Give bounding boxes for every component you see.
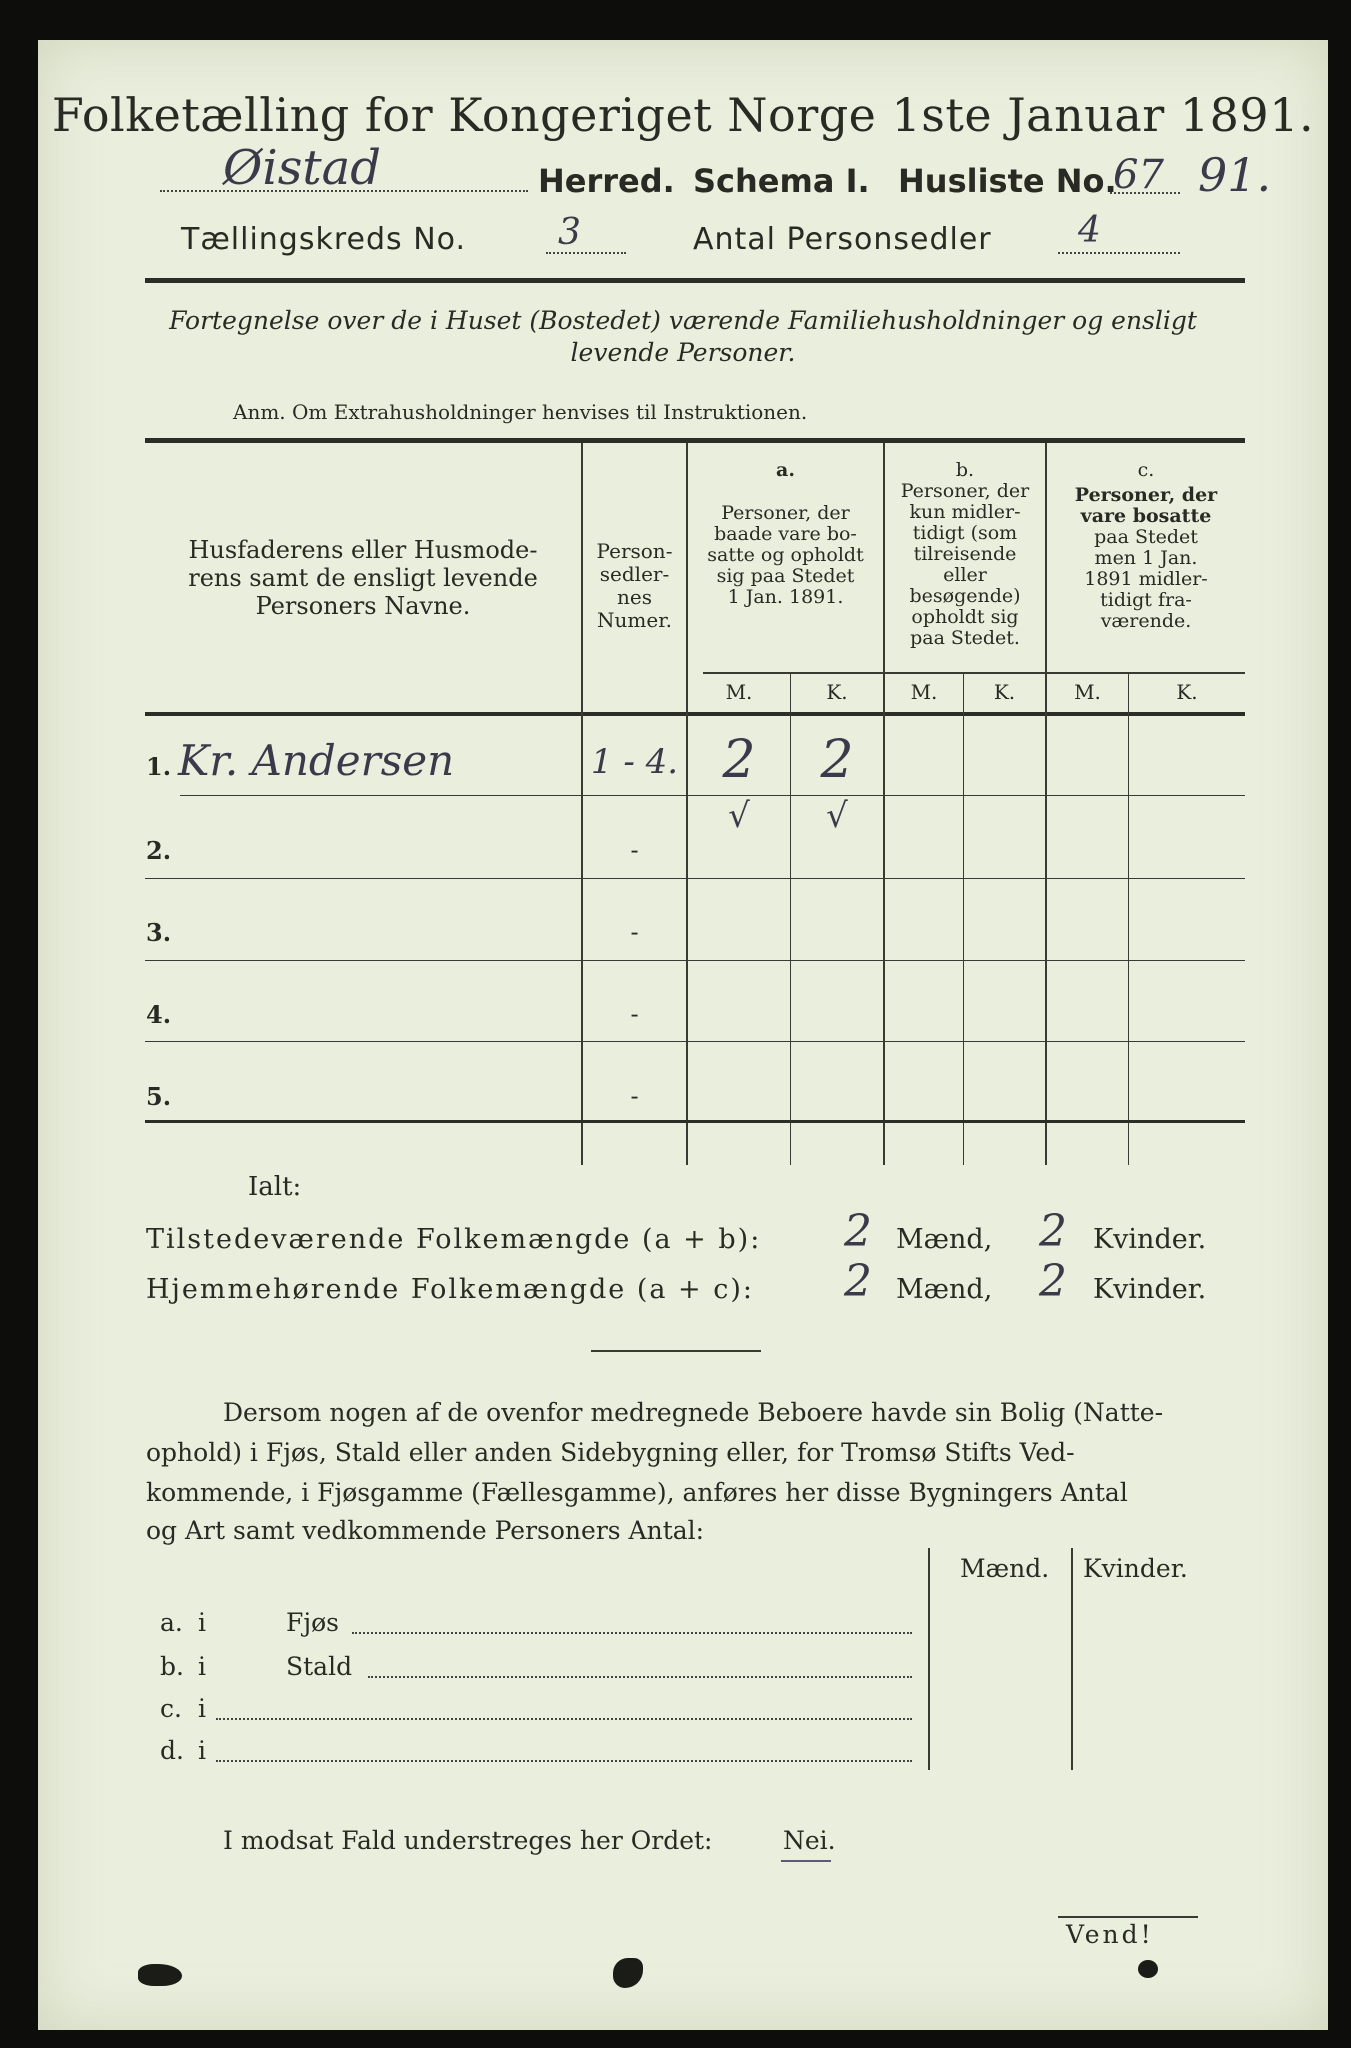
hjem-m-value: 2 [844,1256,872,1307]
table-header-bottom-rule [145,712,1245,716]
bolig-item-a-label: Fjøs [286,1608,339,1637]
row-5-number: 5. [146,1082,172,1111]
col-header-c-l7: værende. [1100,610,1192,632]
bolig-item-d-i: i [198,1736,206,1765]
row-4-number: 4. [146,1000,172,1029]
tilst-kvinder-label: Kvinder. [1093,1224,1207,1255]
col-line-c-mk [1128,674,1129,1165]
mk-b-m: M. [910,680,938,704]
col-header-a-l1: Personer, der [721,502,850,524]
bolig-item-b-label: Stald [286,1652,353,1681]
tilst-k-value: 2 [1039,1206,1067,1257]
col-header-b-letter: b. [955,459,975,481]
instruction-note: Anm. Om Extrahusholdninger henvises til Instruktionen. [233,400,808,424]
intro-line-2: levende Personer. [570,338,796,367]
ink-blot-center [613,1958,643,1988]
col-header-c-l3: paa Stedet [1094,526,1198,548]
form-title: Folketælling for Kongeriget Norge 1ste Januar 1891. [51,88,1315,142]
bolig-line-3: kommende, i Fjøsgamme (Fællesgamme), anføres her disse Bygningers Antal [146,1478,1128,1507]
col-header-a-l3: satte og opholdt [707,544,864,566]
col-header-a-l4: sig paa Stedet [716,565,855,587]
bolig-item-a-letter: a. [160,1608,183,1637]
bolig-line-1: Dersom nogen af de ovenfor medregnede Beboere havde sin Bolig (Natte- [223,1398,1164,1427]
col-header-c-l1: Personer, der [1074,484,1218,506]
bolig-item-c-i: i [198,1694,206,1723]
col-header-a [688,460,883,608]
nei-underline [781,1860,831,1862]
col-header-c-l4: men 1 Jan. [1094,547,1198,569]
bolig-line-2: ophold) i Fjøs, Stald eller anden Sidebygning eller, for Tromsø Stifts Ved- [146,1438,1075,1467]
bolig-item-b-dots [368,1676,912,1678]
ink-blot-left [138,1964,182,1986]
col-header-c-l5: 1891 midler- [1084,568,1208,590]
col-header-b-l1: Personer, der [900,480,1030,502]
row-2-num: - [630,836,639,864]
bolig-item-a-dots [352,1632,912,1634]
col-header-c-l6: tidigt fra- [1100,589,1192,611]
census-form-page [38,40,1328,2030]
col-header-b-l7: opholdt sig [911,606,1019,628]
bolig-col-kvinder: Kvinder. [1083,1554,1188,1583]
row-3-num: - [630,918,639,946]
antal-dotted-line [1058,252,1180,254]
col-header-num-l3: nes [617,585,652,609]
col-header-c-l2: vare bosatte [1080,505,1212,527]
herred-value: Øistad [223,140,381,196]
bolig-item-a-i: i [198,1608,206,1637]
col-header-a-letter: a. [776,459,795,481]
row-1-number: 1. [146,752,172,781]
nei-sentence: I modsat Fald understreges her Ordet: [223,1826,713,1855]
row-1-check-m: √ [728,796,750,836]
bolig-col-line-1 [928,1548,930,1770]
row-5-num: - [630,1082,639,1110]
bolig-item-b-i: i [198,1652,206,1681]
row-1-a-k: 2 [820,730,854,790]
mk-b-k: K. [993,680,1016,704]
bolig-item-c-dots [216,1718,912,1720]
row-2-line [145,878,1245,879]
col-header-a-l2: baade vare bo- [714,523,857,545]
vend-label: Vend! [1066,1920,1154,1949]
row-4-num: - [630,1000,639,1028]
hjem-maend-label: Mænd, [896,1274,993,1305]
row-1-name: Kr. Andersen [178,736,455,785]
antal-value: 4 [1078,210,1101,251]
col-header-b-l6: besøgende) [909,585,1021,607]
bolig-col-line-2 [1071,1548,1073,1770]
col-header-b-l8: paa Stedet. [910,627,1020,649]
husliste-value: 67 [1113,152,1164,198]
kreds-value: 3 [558,212,581,253]
col-header-name-l3: Personers Navne. [255,592,471,620]
mk-header-rule [703,672,1245,674]
tilst-maend-label: Mænd, [896,1224,993,1255]
kreds-label: Tællingskreds No. [181,222,466,257]
col-header-b-l4: tilreisende [913,543,1017,565]
tilst-m-value: 2 [844,1206,872,1257]
col-header-b [885,460,1045,649]
col-header-b-l2: kun midler- [909,501,1021,523]
row-4-line [145,1041,1245,1042]
row-3-number: 3. [146,918,172,947]
bolig-item-b-letter: b. [160,1652,184,1681]
bolig-item-d-letter: d. [160,1736,184,1765]
col-header-num-l4: Numer. [597,608,672,632]
col-header-a-l5: 1 Jan. 1891. [727,586,844,608]
row-2-number: 2. [146,836,172,865]
mk-c-k: K. [1176,680,1198,704]
col-header-c-letter: c. [1137,459,1155,481]
husliste-extra: 91. [1198,148,1272,202]
hjem-k-value: 2 [1039,1256,1067,1307]
col-header-b-l3: tidigt (som [912,522,1018,544]
col-header-b-l5: eller [943,564,987,586]
antal-label: Antal Personsedler [693,222,992,257]
row-1-a-m: 2 [722,730,756,790]
row-1-line [180,795,1245,796]
husliste-label: Husliste No. [898,162,1117,200]
col-line-b-mk [963,674,964,1165]
col-header-num-l1: Person- [596,539,673,563]
bolig-item-d-dots [216,1760,912,1762]
separator-rule [591,1350,761,1352]
col-header-name-l2: rens samt de ensligt levende [188,564,538,592]
vend-rule [1058,1916,1198,1918]
table-bottom-rule [145,1120,1245,1123]
nei-word: Nei. [783,1826,836,1855]
row-1-check-k: √ [826,796,848,836]
tilst-label: Tilstedeværende Folkemængde (a + b): [146,1224,762,1255]
col-header-num-l2: sedler- [599,562,670,586]
herred-label: Herred. [538,162,675,200]
hjem-label: Hjemmehørende Folkemængde (a + c): [146,1274,754,1305]
row-3-line [145,960,1245,961]
hjem-kvinder-label: Kvinder. [1093,1274,1207,1305]
bolig-col-maend: Mænd. [960,1554,1050,1583]
mk-a-k: K. [826,680,848,704]
header-rule [145,278,1245,283]
intro-line-1: Fortegnelse over de i Huset (Bostedet) værende Familiehusholdninger og ensligt [169,306,1197,335]
bolig-line-4: og Art samt vedkommende Personers Antal: [146,1516,705,1545]
col-header-c [1047,460,1245,632]
col-header-name [145,536,581,620]
mk-c-m: M. [1074,680,1101,704]
mk-a-m: M. [725,680,753,704]
ink-blot-right [1138,1960,1158,1978]
row-1-num: 1 - 4. [590,742,679,782]
schema-label: Schema I. [693,162,870,200]
col-header-name-l1: Husfaderens eller Husmode- [188,536,538,564]
table-top-rule [145,438,1245,443]
col-header-num [583,540,686,632]
ialt-label: Ialt: [248,1172,302,1202]
bolig-item-c-letter: c. [160,1694,182,1723]
